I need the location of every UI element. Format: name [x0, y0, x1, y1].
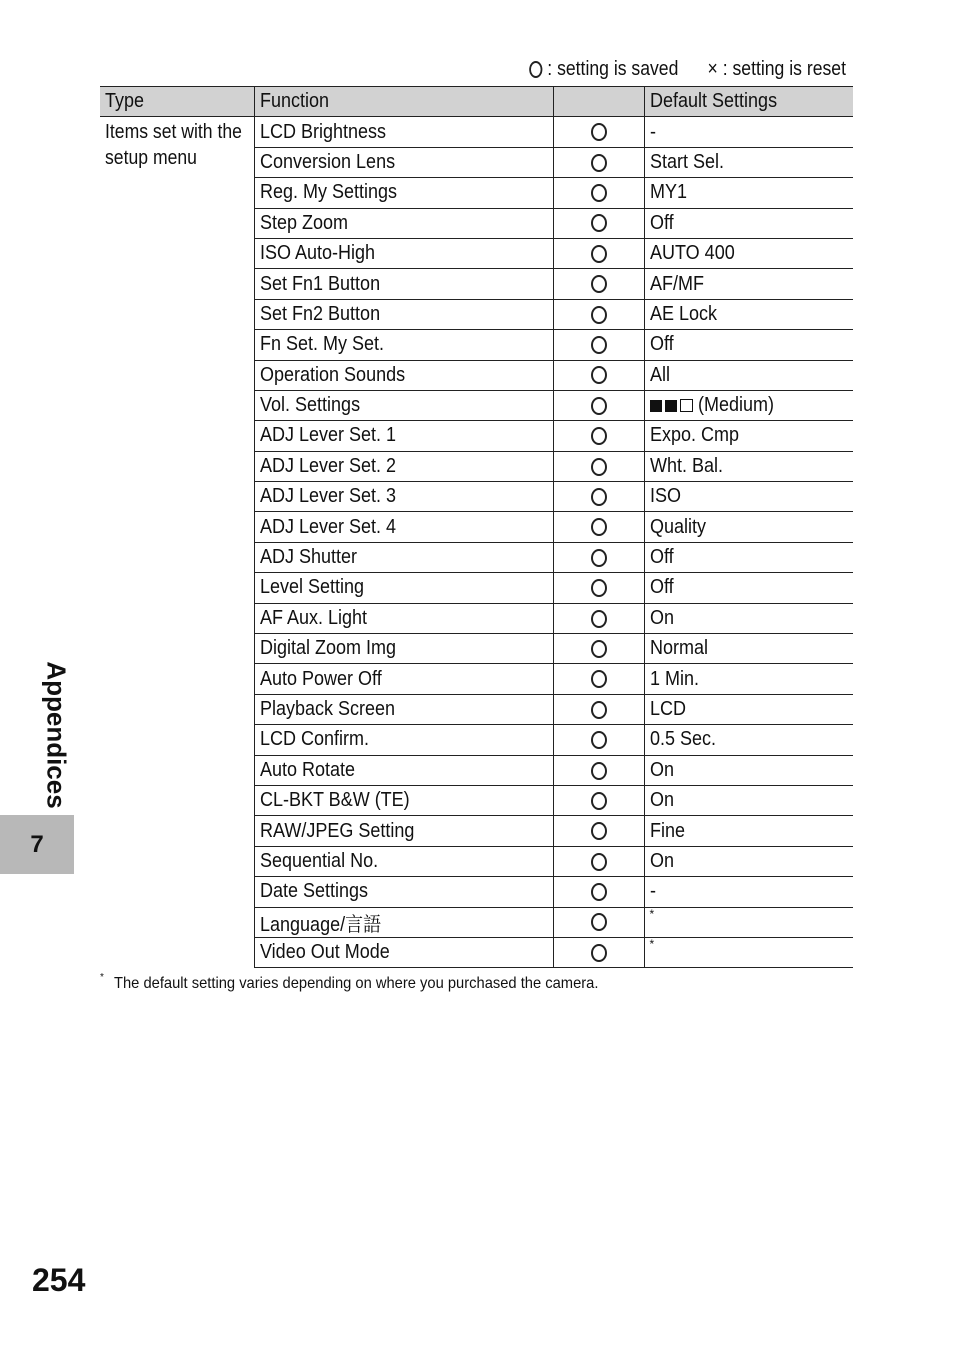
default-cell [644, 725, 853, 755]
default-cell [644, 603, 853, 633]
default-cell [644, 117, 853, 147]
function-cell [254, 755, 553, 785]
saved-circle-icon [591, 731, 607, 749]
function-label: ADJ Lever Set. 2 [259, 454, 396, 477]
saved-cell [553, 846, 644, 876]
function-cell [254, 208, 553, 238]
function-label: Conversion Lens [259, 150, 395, 173]
saved-cell [553, 269, 644, 299]
default-value: On [649, 606, 674, 629]
saved-circle-icon [591, 518, 607, 536]
saved-circle-icon [591, 670, 607, 688]
default-value: * [649, 937, 655, 951]
header-function: Function [254, 87, 553, 117]
function-cell [254, 390, 553, 420]
saved-cell [553, 330, 644, 360]
default-value: Off [649, 333, 674, 356]
function-label: Operation Sounds [259, 363, 405, 386]
default-value: All [649, 363, 670, 386]
default-value: On [649, 758, 674, 781]
saved-cell [553, 603, 644, 633]
saved-cell [553, 755, 644, 785]
function-cell [254, 147, 553, 177]
default-cell [644, 937, 853, 967]
function-cell [254, 330, 553, 360]
function-label: Video Out Mode [259, 941, 390, 964]
default-value: Start Sel. [649, 150, 724, 173]
function-cell [254, 816, 553, 846]
header-saved [553, 87, 644, 117]
settings-table [100, 86, 853, 968]
default-value: Off [649, 211, 674, 234]
function-cell [254, 421, 553, 451]
chapter-number: 7 [30, 830, 44, 858]
saved-cell [553, 573, 644, 603]
footnote-mark: * [100, 972, 104, 983]
default-cell [644, 542, 853, 572]
saved-cell [553, 117, 644, 147]
saved-circle-icon [591, 306, 607, 324]
default-value: LCD [649, 698, 686, 720]
saved-circle-icon [591, 701, 607, 719]
chapter-tab [0, 815, 74, 874]
function-label: Language/言語 [259, 913, 381, 936]
default-value: Expo. Cmp [649, 424, 739, 447]
legend-saved-text: : setting is saved [547, 58, 679, 80]
saved-circle-icon [591, 397, 607, 415]
default-cell [644, 330, 853, 360]
header-type: Type [100, 87, 254, 117]
function-cell [254, 482, 553, 512]
saved-cell [553, 482, 644, 512]
default-value: * [649, 907, 655, 921]
default-cell [644, 846, 853, 876]
function-label: Level Setting [259, 576, 364, 599]
function-cell [254, 785, 553, 815]
saved-cell [553, 785, 644, 815]
default-cell [644, 269, 853, 299]
function-label: Fn Set. My Set. [259, 333, 384, 356]
saved-circle-icon [591, 853, 607, 871]
saved-cell [553, 634, 644, 664]
default-cell [644, 482, 853, 512]
type-cell [100, 117, 254, 968]
default-value: On [649, 789, 674, 812]
saved-cell [553, 421, 644, 451]
saved-cell [553, 208, 644, 238]
saved-cell [553, 238, 644, 268]
function-label: Digital Zoom Img [259, 637, 396, 660]
section-label: Appendices [41, 661, 72, 809]
function-cell [254, 634, 553, 664]
function-label: Auto Power Off [259, 667, 382, 690]
default-value: AUTO 400 [649, 242, 735, 265]
saved-cell [553, 877, 644, 907]
function-label: ADJ Lever Set. 3 [259, 485, 396, 508]
saved-circle-icon [591, 427, 607, 445]
default-cell [644, 785, 853, 815]
default-cell [644, 664, 853, 694]
saved-circle-icon [591, 610, 607, 628]
function-cell [254, 907, 553, 937]
function-label: Date Settings [259, 880, 368, 903]
saved-circle-icon [591, 579, 607, 597]
default-value: Off [649, 576, 674, 599]
function-cell [254, 238, 553, 268]
default-value: AF/MF [649, 272, 704, 295]
function-cell [254, 603, 553, 633]
default-value: (Medium) [697, 394, 774, 417]
default-value: - [649, 120, 656, 143]
default-cell [644, 238, 853, 268]
default-cell [644, 147, 853, 177]
function-label: CL-BKT B&W (TE) [259, 789, 410, 812]
footnote [100, 972, 640, 993]
saved-cell [553, 451, 644, 481]
saved-cell [553, 937, 644, 967]
default-value: Fine [649, 819, 685, 842]
saved-circle-icon [591, 549, 607, 567]
saved-cell [553, 360, 644, 390]
saved-circle-icon [591, 275, 607, 293]
saved-circle-icon [591, 458, 607, 476]
default-cell [644, 451, 853, 481]
function-label: Playback Screen [259, 698, 395, 720]
default-cell [644, 299, 853, 329]
function-label: AF Aux. Light [259, 606, 367, 629]
saved-circle-icon [591, 154, 607, 172]
default-value: 1 Min. [649, 667, 699, 690]
saved-cell [553, 725, 644, 755]
default-value: Quality [649, 515, 706, 538]
default-value: 0.5 Sec. [649, 728, 716, 751]
function-cell [254, 360, 553, 390]
function-label: RAW/JPEG Setting [259, 819, 414, 842]
saved-circle-icon [591, 822, 607, 840]
legend-reset-text: : setting is reset [722, 58, 846, 80]
default-cell [644, 634, 853, 664]
default-value: Off [649, 546, 674, 569]
function-cell [254, 877, 553, 907]
footnote-text: The default setting varies depending on where you purchased the camera. [113, 975, 599, 992]
volume-level-icon [650, 394, 696, 416]
function-cell [254, 846, 553, 876]
saved-cell [553, 390, 644, 420]
saved-circle-icon [591, 488, 607, 506]
default-value: - [649, 880, 656, 903]
function-label: LCD Confirm. [259, 728, 369, 751]
saved-cell [553, 299, 644, 329]
function-label: Sequential No. [259, 849, 378, 872]
default-value: AE Lock [649, 302, 717, 325]
function-cell [254, 725, 553, 755]
default-cell [644, 421, 853, 451]
default-cell [644, 573, 853, 603]
default-value: ISO [649, 485, 681, 508]
default-cell [644, 360, 853, 390]
default-cell [644, 208, 853, 238]
function-label: Set Fn1 Button [259, 272, 380, 295]
default-cell [644, 907, 853, 937]
saved-cell [553, 664, 644, 694]
saved-circle-icon [529, 61, 542, 78]
function-cell [254, 299, 553, 329]
saved-cell [553, 907, 644, 937]
saved-cell [553, 816, 644, 846]
function-cell [254, 542, 553, 572]
function-cell [254, 269, 553, 299]
function-cell [254, 117, 553, 147]
header-default-settings: Default Settings [644, 87, 853, 117]
function-cell [254, 512, 553, 542]
table-body [100, 117, 853, 968]
function-label: Auto Rotate [259, 758, 355, 781]
table-header-row [100, 87, 853, 117]
saved-circle-icon [591, 245, 607, 263]
default-value: MY1 [649, 181, 687, 204]
function-label: ISO Auto-High [259, 242, 375, 265]
saved-circle-icon [591, 336, 607, 354]
function-label: Step Zoom [259, 211, 348, 234]
saved-circle-icon [591, 184, 607, 202]
function-cell [254, 937, 553, 967]
function-label: ADJ Shutter [259, 546, 357, 569]
default-cell [644, 390, 853, 420]
default-value: On [649, 849, 674, 872]
function-label: Reg. My Settings [259, 181, 397, 204]
saved-cell [553, 147, 644, 177]
saved-cell [553, 542, 644, 572]
default-value: Normal [649, 637, 708, 660]
saved-circle-icon [591, 913, 607, 931]
default-value: Wht. Bal. [649, 454, 723, 477]
function-label: ADJ Lever Set. 1 [259, 424, 396, 447]
function-cell [254, 664, 553, 694]
function-cell [254, 573, 553, 603]
function-label: LCD Brightness [259, 120, 386, 143]
reset-cross-icon: × [707, 58, 718, 80]
saved-circle-icon [591, 883, 607, 901]
saved-cell [553, 178, 644, 208]
saved-cell [553, 512, 644, 542]
default-cell [644, 755, 853, 785]
saved-cell [553, 694, 644, 724]
function-label: Vol. Settings [259, 394, 360, 417]
saved-circle-icon [591, 214, 607, 232]
saved-circle-icon [591, 640, 607, 658]
default-cell [644, 877, 853, 907]
default-cell [644, 512, 853, 542]
default-cell [644, 694, 853, 724]
function-label: ADJ Lever Set. 4 [259, 515, 396, 538]
saved-circle-icon [591, 792, 607, 810]
saved-circle-icon [591, 366, 607, 384]
function-label: Set Fn2 Button [259, 302, 380, 325]
default-cell [644, 816, 853, 846]
function-cell [254, 451, 553, 481]
saved-circle-icon [591, 762, 607, 780]
table-row [100, 117, 853, 147]
saved-circle-icon [591, 944, 607, 962]
type-label: Items set with the setup menu [105, 121, 242, 170]
saved-circle-icon [591, 123, 607, 141]
legend [529, 58, 846, 81]
page-number: 254 [32, 1262, 86, 1298]
function-cell [254, 694, 553, 724]
function-cell [254, 178, 553, 208]
default-cell [644, 178, 853, 208]
